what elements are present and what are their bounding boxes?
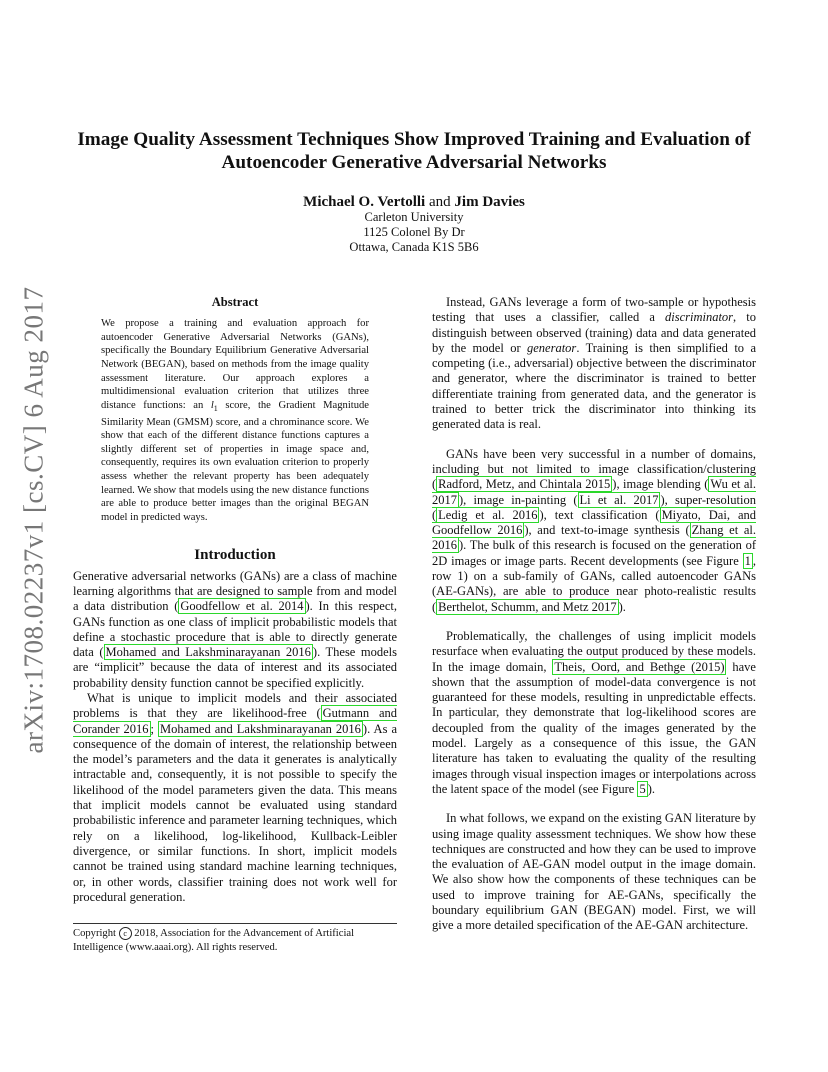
intro-p2-text-a: What is unique to implicit models and their associated problems is that they are likelihood-free (: [73, 690, 397, 721]
abstract-body: [101, 317, 369, 524]
abstract-text-1: We propose a training and evaluation approach for autoencoder Generative Adversarial Networks (GANs), specifically the Boundary Equilibrium Generative Adversarial Network (BEGAN), based on methods from the image quality assessment literature. Our approach explores a multidimensional evaluation criterion that utilizes three distance functions: an: [101, 318, 369, 411]
author-2: Jim Davies: [454, 194, 525, 210]
intro-p2-text-b: ). As a consequence of the domain of interest, the relationship between the model’s parameters and the data it generates is analytically intractable and, consequently, it is not possible to specify the likelihood of the model parameters given the data. This means that implicit models cannot be evaluated using standard probabilistic inference and parameter learning techniques, which rely on a likelihood, log-likelihood, Kullback-Leibler divergence, or similar functions. In short, implicit models cannot be trained using standard machine learning techniques, or, in other words, classifier training does not work well for procedural generation.: [73, 721, 397, 904]
l1-subscript: 1: [213, 403, 218, 413]
copyright-pre: Copyright: [73, 928, 119, 939]
citation-link[interactable]: Mohamed and Lakshminarayanan 2016: [160, 721, 361, 736]
right-p3-text-c: ).: [647, 781, 656, 796]
affiliation-line-1: Carleton University: [364, 210, 464, 224]
arxiv-identifier-text: arXiv:1708.02237v1 [cs.CV] 6 Aug 2017: [18, 286, 49, 754]
right-p2-text-h: , row 1) on a sub-family of GANs, called autoencoder GANs (AE-GANs), are able to produce near photo-realistic results (: [432, 553, 756, 614]
citation-link[interactable]: Zhang et al. 2016: [432, 523, 756, 553]
left-column: [73, 295, 397, 905]
citation-link[interactable]: Radford, Metz, and Chintala 2015: [438, 477, 611, 492]
intro-paragraph-2: [73, 691, 397, 905]
affiliation-line-2: 1125 Colonel By Dr: [363, 225, 465, 239]
right-column: [432, 295, 756, 934]
intro-paragraph-1: [73, 569, 397, 691]
right-p1-text-b: , to distinguish between observed (training) data and data generated by the model or: [432, 310, 756, 355]
introduction-heading: Introduction: [194, 547, 276, 564]
affiliation: [0, 210, 828, 255]
right-paragraph-4: In what follows, we expand on the existing GAN literature by using image quality assessment techniques. We show how these techniques are constructed and how they can be used to improve the evaluation of AE-GAN model output in the image domain. We also show how the components of these techniques can be used to improve training for AE-GANs, specifically the boundary equilibrium GAN (BEGAN) model. First, we will give a more detailed specification of the AE-GAN architecture.: [432, 811, 756, 933]
figure-link[interactable]: 5: [639, 781, 646, 796]
right-p3-text-b: have shown that the assumption of model-data convergence is not guaranteed for these models, resulting in unpredictable effects. In particular, they demonstrate that log-likelihood scores are decoupled from the quality of the images generated by the model. Largely as a consequence of this issue, the GAN literature has taken to evaluating the quality of the resulting images through visual inspection images or interpolations across the latent space of the model (see Figure: [432, 659, 756, 796]
right-paragraph-2: [432, 447, 756, 615]
citation-link[interactable]: Mohamed and Lakshminarayanan 2016: [105, 645, 311, 660]
right-p2-text-i: ).: [618, 599, 626, 614]
right-p1-text-a: Instead, GANs leverage a form of two-sample or hypothesis testing that uses a classifier, called a: [432, 295, 756, 325]
l1-symbol: l: [210, 399, 214, 411]
author-1: Michael O. Vertolli: [303, 194, 426, 210]
arxiv-identifier: [12, 285, 56, 755]
intro-p1-text-a: Generative adversarial networks (GANs) are a class of machine learning algorithms that are designed to sample from and model a data distribution (: [73, 568, 397, 614]
right-p1-emphasis-1: discriminator: [664, 310, 734, 325]
figure-link[interactable]: 1: [744, 553, 751, 568]
citation-link[interactable]: Goodfellow et al. 2014: [180, 599, 304, 614]
author-conjunction: and: [428, 194, 451, 210]
right-p1-text-c: . Training is then simplified to a competing (i.e., adversarial) objective between the discriminator and generator, where the discriminator is trained to better differentiate training from generated data, and the generator is trained to better trick the discriminator into thinking its generated data is real.: [432, 340, 756, 432]
citation-link[interactable]: Ledig et al. 2016: [438, 507, 538, 522]
abstract-heading: Abstract: [211, 295, 259, 309]
right-p2-text-a: GANs have been very successful in a number of domains, including but not limited to image classification/clustering (: [432, 446, 756, 492]
right-p2-text-g: ). The bulk of this research is focused on the generation of 2D images or image parts. Recent developments (see Figure: [432, 538, 756, 568]
right-p2-text-f: ), and text-to-image synthesis (: [524, 523, 690, 538]
copyright-symbol: c: [119, 927, 132, 940]
citation-link[interactable]: Li et al. 2017: [579, 492, 659, 507]
paper-title: Image Quality Assessment Techniques Show Improved Training and Evaluation of Autoencoder Generative Adversarial Networks: [77, 129, 751, 173]
right-p2-text-c: ), image in-painting (: [459, 492, 578, 507]
citation-link[interactable]: Theis, Oord, and Bethge (2015): [554, 659, 725, 674]
citation-link[interactable]: Berthelot, Schumm, and Metz 2017: [438, 599, 617, 614]
right-p2-text-e: ), text classification (: [539, 507, 660, 522]
right-paragraph-3: [432, 629, 756, 797]
author-line: [0, 193, 828, 211]
intro-p1-text-b: ). In this respect, GANs function as one class of implicit probabilistic models that define a stochastic procedure that is able to directly generate data (: [73, 599, 397, 660]
citation-link[interactable]: Miyato, Dai, and Goodfellow 2016: [432, 507, 756, 538]
copyright-post: 2018, Association for the Advancement of Artificial Intelligence (www.aaai.org). All rights reserved.: [73, 928, 355, 953]
right-p2-text-d: ), super-resolution (: [432, 492, 756, 522]
affiliation-line-3: Ottawa, Canada K1S 5B6: [349, 240, 479, 254]
citation-link[interactable]: Wu et al. 2017: [432, 477, 756, 507]
right-p2-text-b: ), image blending (: [612, 477, 709, 492]
intro-p1-text-c: ). These models are “implicit” because the data of interest and its associated probability density function cannot be specified explicitly.: [73, 645, 397, 690]
copyright-notice: [73, 923, 397, 954]
right-paragraph-1: [432, 295, 756, 433]
abstract-text-2: score, the Gradient Magnitude Similarity Mean (GMSM) score, and a chrominance score. We show that each of the different distance functions captures a slightly different set of properties in image space and, consequently, requires its own evaluation criterion to properly assess whether the relevant property has been adequately learned. We show that models using the new distance functions are able to produce better images than the original BEGAN model in predicted ways.: [101, 399, 370, 523]
intro-p2-separator: ;: [150, 721, 159, 736]
right-p1-emphasis-2: generator: [527, 340, 577, 355]
citation-link[interactable]: Gutmann and Corander 2016: [73, 706, 397, 736]
right-p3-text-a: Problematically, the challenges of using implicit models resurface when evaluating the output produced by these models. In the image domain,: [432, 628, 756, 674]
